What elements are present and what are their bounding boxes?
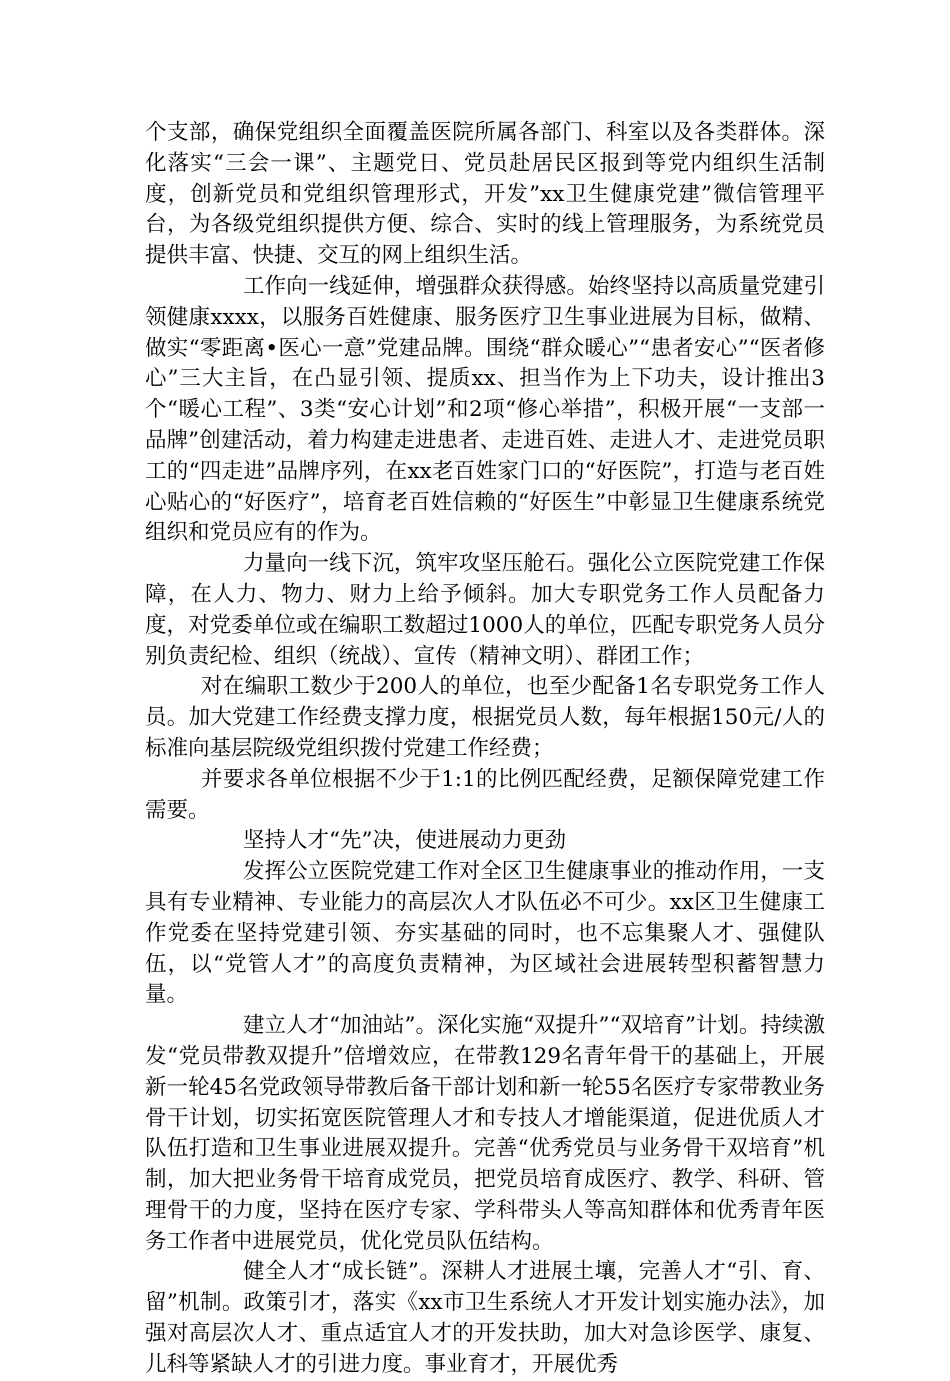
paragraph-matching-funds: 并要求各单位根据不少于1:1的比例匹配经费，足额保障党建工作需要。 bbox=[145, 766, 825, 823]
paragraph-talent-station: 建立人才“加油站”。深化实施“双提升”“双培育”计划。持续激发“党员带教双提升”倍增效应，在带教129名青年骨干的基础上，开展新一轮45名党政领导带教后备干部计划和新一轮55名医疗专家带教业务骨干计划，切实拓宽医院管理人才和专技人才增能渠道，促进优质人才队伍打造和卫生事业进展双提升。完善“优秀党员与业务骨干双培育”机制，加大把业务骨干培育成党员，把党员培育成医疗、教学、科研、管理骨干的力度，坚持在医疗专家、学科带头人等高知群体和优秀青年医务工作者中进展党员，优化党员队伍结构。 bbox=[145, 1013, 825, 1254]
paragraph-force-sinking: 力量向一线下沉，筑牢攻坚压舱石。强化公立医院党建工作保障，在人力、物力、财力上给予倾斜。加大专职党务工作人员配备力度，对党委单位或在编职工数超过1000人的单位，匹配专职党务人员分别负责纪检、组织（统战）、宣传（精神文明）、群团工作； bbox=[145, 551, 825, 669]
paragraph-talent-intro: 发挥公立医院党建工作对全区卫生健康事业的推动作用，一支具有专业精神、专业能力的高层次人才队伍必不可少。xx区卫生健康工作党委在坚持党建引领、夯实基础的同时，也不忘集聚人才、强健队伍，以“党管人才”的高度负责精神，为区域社会进展转型积蓄智慧力量。 bbox=[145, 859, 825, 1008]
section-heading-talent: 坚持人才“先”决，使进展动力更劲 bbox=[243, 828, 566, 854]
document-body bbox=[145, 118, 825, 1381]
paragraph-small-units: 对在编职工数少于200人的单位，也至少配备1名专职党务工作人员。加大党建工作经费支撑力度，根据党员人数，每年根据150元/人的标准向基层院级党组织拨付党建工作经费； bbox=[145, 674, 825, 761]
paragraph-frontline-extension: 工作向一线延伸，增强群众获得感。始终坚持以高质量党建引领健康xxxx，以服务百姓健康、服务医疗卫生事业进展为目标，做精、做实“零距离•医心一意”党建品牌。围绕“群众暖心”“患者安心”“医者修心”三大主旨，在凸显引领、提质xx、担当作为上下功夫，设计推出3个“暖心工程”、3类“安心计划”和2项“修心举措”，积极开展“一支部一品牌”创建活动，着力构建走进患者、走进百姓、走进人才、走进党员职工的“四走进”品牌序列，在xx老百姓家门口的“好医院”，打造与老百姓心贴心的“好医疗”，培育老百姓信赖的“好医生”中彰显卫生健康系统党组织和党员应有的作为。 bbox=[145, 273, 825, 546]
paragraph-branch-coverage: 个支部，确保党组织全面覆盖医院所属各部门、科室以及各类群体。深化落实“三会一课”、主题党日、党员赴居民区报到等党内组织生活制度，创新党员和党组织管理形式，开发”xx卫生健康党建”微信管理平台，为各级党组织提供方便、综合、实时的线上管理服务，为系统党员提供丰富、快捷、交互的网上组织生活。 bbox=[145, 120, 825, 269]
paragraph-talent-chain: 健全人才“成长链”。深耕人才进展土壤，完善人才“引、育、留”机制。政策引才，落实《xx市卫生系统人才开发计划实施办法》，加强对高层次人才、重点适宜人才的开发扶助，加大对急诊医学、康复、儿科等紧缺人才的引进力度。事业育才，开展优秀 bbox=[145, 1259, 825, 1377]
